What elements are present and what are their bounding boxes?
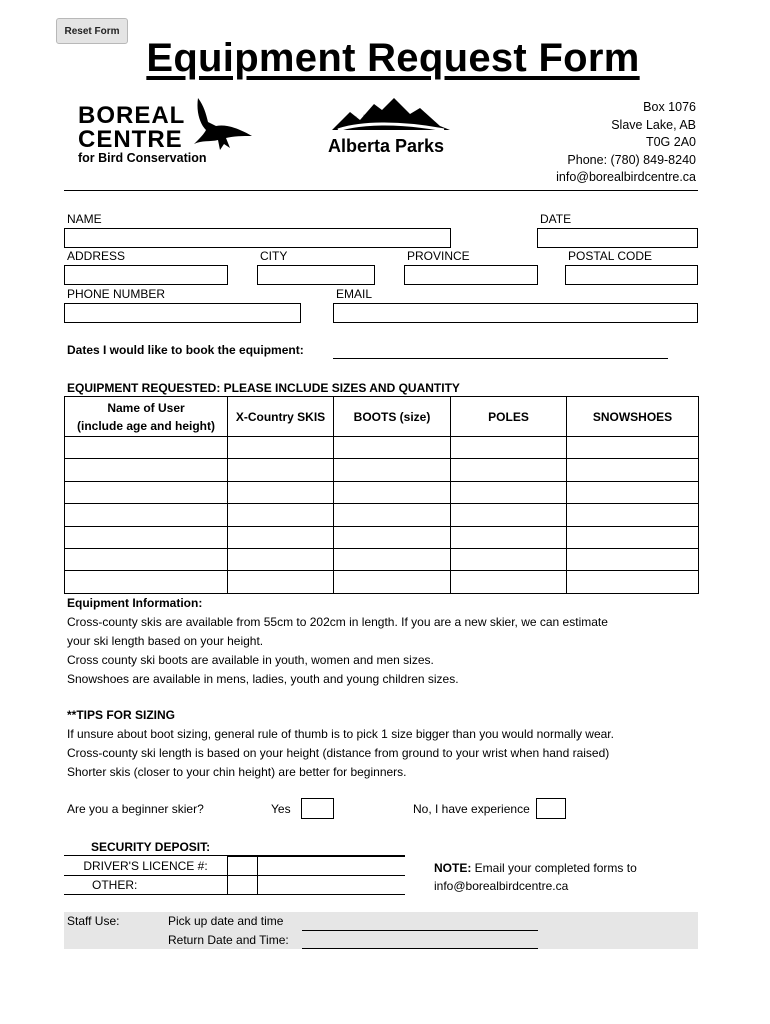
table-cell[interactable] <box>228 571 334 593</box>
table-cell[interactable] <box>567 526 699 548</box>
table-cell[interactable] <box>451 526 567 548</box>
sizing-tips <box>67 706 614 782</box>
yes-checkbox[interactable] <box>301 798 334 819</box>
return-date-label: Return Date and Time: <box>168 933 289 947</box>
table-row <box>65 437 699 459</box>
page-title: Equipment Request Form <box>146 36 640 80</box>
table-cell[interactable] <box>451 481 567 503</box>
note-line <box>434 859 637 877</box>
table-cell[interactable] <box>567 481 699 503</box>
table-row <box>65 481 699 503</box>
alberta-parks-logo: Alberta Parks <box>328 136 445 156</box>
table-cell[interactable] <box>567 571 699 593</box>
address-line-1: Box 1076 <box>643 100 696 114</box>
sizing-tips-heading: **TIPS FOR SIZING <box>67 708 176 722</box>
equipment-info-line: your ski length based on your height. <box>67 634 264 648</box>
booking-dates-input[interactable] <box>333 358 668 359</box>
boreal-centre-logo <box>78 104 185 152</box>
drivers-licence-input[interactable] <box>258 857 406 876</box>
col-snowshoes: SNOWSHOES <box>567 397 699 437</box>
note-block <box>434 859 637 895</box>
security-deposit-heading: SECURITY DEPOSIT: <box>91 840 211 854</box>
boreal-logo-line1: BOREAL <box>78 102 186 129</box>
city-input[interactable] <box>257 265 375 285</box>
equipment-info-line: Cross-county skis are available from 55cm to 202cm in length. If you are a new skier, we can estimate <box>67 615 608 629</box>
sizing-tips-line: If unsure about boot sizing, general rule of thumb is to pick 1 size bigger than you would normally wear. <box>67 727 614 741</box>
equipment-header-row <box>65 397 699 437</box>
table-cell[interactable] <box>334 548 451 570</box>
equipment-info <box>67 594 608 689</box>
other-check[interactable] <box>228 876 258 895</box>
table-row <box>65 571 699 593</box>
table-cell[interactable] <box>228 437 334 459</box>
date-input[interactable] <box>537 228 698 248</box>
table-cell[interactable] <box>65 459 228 481</box>
address-line-3: T0G 2A0 <box>645 135 696 149</box>
equipment-table <box>64 396 699 594</box>
phone-input[interactable] <box>64 303 301 323</box>
equipment-heading: EQUIPMENT REQUESTED: PLEASE INCLUDE SIZES AND QUANTITY <box>67 381 460 395</box>
table-cell[interactable] <box>451 571 567 593</box>
province-label: PROVINCE <box>407 249 470 263</box>
table-row <box>65 548 699 570</box>
bird-icon <box>186 96 258 152</box>
col-name-of-user <box>65 397 228 437</box>
boreal-logo-line2: CENTRE <box>78 126 183 153</box>
header-divider <box>64 190 698 191</box>
table-cell[interactable] <box>567 504 699 526</box>
address-email: info@borealbirdcentre.ca <box>556 170 696 184</box>
table-cell[interactable] <box>334 437 451 459</box>
table-cell[interactable] <box>228 548 334 570</box>
table-cell[interactable] <box>451 548 567 570</box>
table-row <box>65 459 699 481</box>
table-cell[interactable] <box>334 526 451 548</box>
table-cell[interactable] <box>228 481 334 503</box>
equipment-info-heading: Equipment Information: <box>67 596 203 610</box>
table-cell[interactable] <box>334 481 451 503</box>
table-row <box>64 876 405 895</box>
sizing-tips-line: Cross-county ski length is based on your height (distance from ground to your wrist when hand raised) <box>67 746 610 760</box>
boreal-logo-subtitle: for Bird Conservation <box>78 151 207 165</box>
reset-form-button[interactable]: Reset Form <box>56 18 128 44</box>
other-label: OTHER: <box>64 876 228 895</box>
table-cell[interactable] <box>567 459 699 481</box>
contact-address <box>556 99 696 187</box>
table-cell[interactable] <box>451 504 567 526</box>
drivers-licence-label: DRIVER'S LICENCE #: <box>64 857 228 876</box>
table-cell[interactable] <box>567 548 699 570</box>
yes-label: Yes <box>271 802 291 816</box>
table-row <box>65 526 699 548</box>
address-input[interactable] <box>64 265 228 285</box>
security-deposit-table <box>64 856 405 895</box>
table-row <box>65 504 699 526</box>
no-experience-checkbox[interactable] <box>536 798 566 819</box>
col-xcountry-skis: X-Country SKIS <box>228 397 334 437</box>
table-cell[interactable] <box>65 481 228 503</box>
table-cell[interactable] <box>228 504 334 526</box>
return-date-input[interactable] <box>302 948 538 949</box>
table-cell[interactable] <box>228 459 334 481</box>
postal-code-label: POSTAL CODE <box>568 249 653 263</box>
pickup-date-label: Pick up date and time <box>168 914 284 928</box>
table-cell[interactable] <box>65 571 228 593</box>
no-experience-label: No, I have experience <box>413 802 530 816</box>
table-cell[interactable] <box>451 437 567 459</box>
col-name-line1: Name of User <box>107 400 185 415</box>
drivers-licence-check[interactable] <box>228 857 258 876</box>
email-label: EMAIL <box>336 287 373 301</box>
table-cell[interactable] <box>451 459 567 481</box>
booking-dates-label: Dates I would like to book the equipment: <box>67 343 304 357</box>
province-input[interactable] <box>404 265 538 285</box>
note-text: Email your completed forms to <box>471 861 637 875</box>
table-cell[interactable] <box>334 504 451 526</box>
equipment-info-line: Cross county ski boots are available in youth, women and men sizes. <box>67 653 434 667</box>
table-cell[interactable] <box>65 526 228 548</box>
postal-code-input[interactable] <box>565 265 698 285</box>
table-cell[interactable] <box>567 437 699 459</box>
table-cell[interactable] <box>228 526 334 548</box>
col-boots: BOOTS (size) <box>334 397 451 437</box>
name-label: NAME <box>67 212 102 226</box>
col-name-line2: (include age and height) <box>76 418 215 433</box>
table-cell[interactable] <box>334 571 451 593</box>
staff-use-label: Staff Use: <box>67 914 120 928</box>
mountains-icon <box>332 96 450 134</box>
table-cell[interactable] <box>65 504 228 526</box>
name-input[interactable] <box>64 228 451 248</box>
sizing-tips-line: Shorter skis (closer to your chin height) are better for beginners. <box>67 765 407 779</box>
address-phone: Phone: (780) 849-8240 <box>567 152 696 167</box>
email-input[interactable] <box>333 303 698 323</box>
table-cell[interactable] <box>334 459 451 481</box>
table-cell[interactable] <box>65 548 228 570</box>
note-label: NOTE: <box>434 861 472 875</box>
equipment-info-line: Snowshoes are available in mens, ladies, youth and young children sizes. <box>67 672 459 686</box>
table-cell[interactable] <box>65 437 228 459</box>
other-input[interactable] <box>258 876 406 895</box>
beginner-question: Are you a beginner skier? <box>67 802 204 816</box>
table-row <box>64 857 405 876</box>
address-label: ADDRESS <box>67 249 126 263</box>
address-line-2: Slave Lake, AB <box>611 117 696 132</box>
phone-label: PHONE NUMBER <box>67 287 166 301</box>
date-label: DATE <box>540 212 572 226</box>
note-email: info@borealbirdcentre.ca <box>434 879 569 893</box>
col-poles: POLES <box>451 397 567 437</box>
city-label: CITY <box>260 249 288 263</box>
pickup-date-input[interactable] <box>302 930 538 931</box>
